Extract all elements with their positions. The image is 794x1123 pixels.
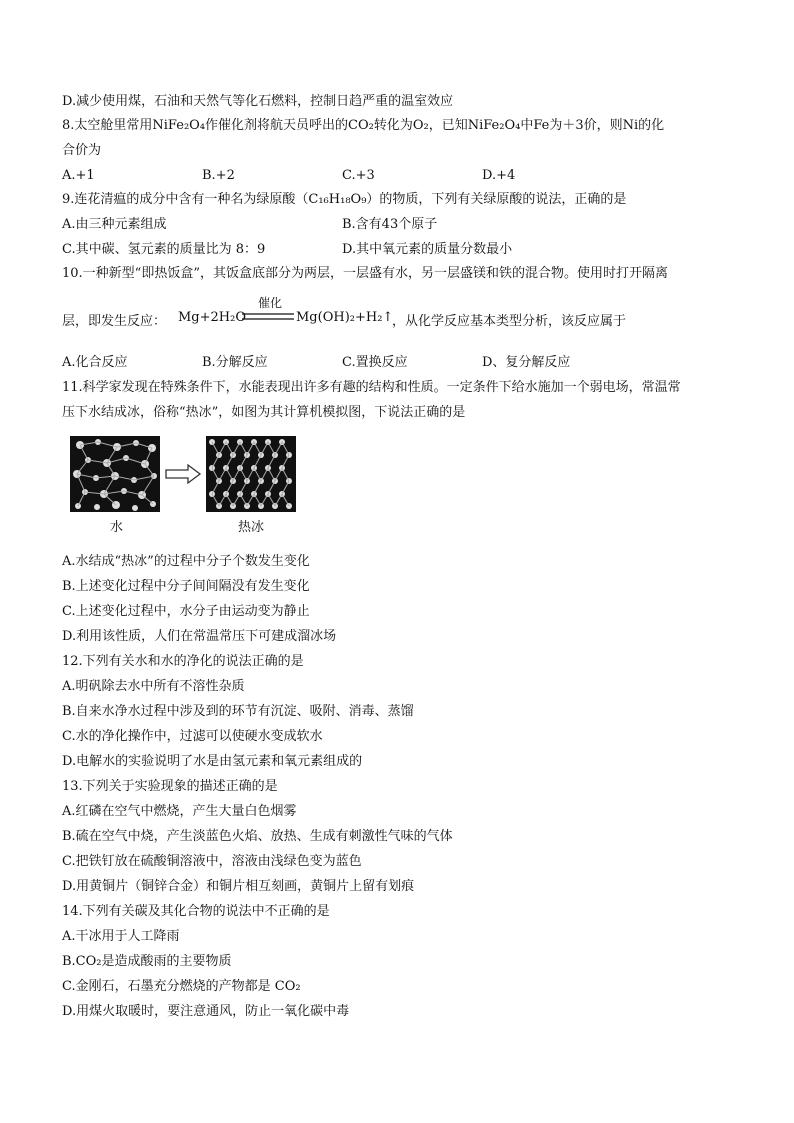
q12-option-a: A.明矾除去水中所有不溶性杂质 <box>62 679 245 694</box>
q11-option-a: A.水结成“热冰”的过程中分子个数发生变化 <box>62 554 310 569</box>
q9-option-c: C.其中碳、氢元素的质量比为 8：9 <box>62 242 266 257</box>
q9-option-a: A.由三种元素组成 <box>62 217 167 232</box>
hot-ice-label: 热冰 <box>238 520 265 535</box>
water-structure-image <box>70 436 160 512</box>
water-label: 水 <box>110 520 124 535</box>
hot-ice-simulation-figure <box>70 436 310 546</box>
q11-option-d: D.利用该性质，人们在常温常压下可建成溜冰场 <box>62 629 337 644</box>
q10-option-c: C.置换反应 <box>342 355 408 370</box>
q13-option-b: B.硫在空气中烧，产生淡蓝色火焰、放热、生成有刺激性气味的气体 <box>62 829 453 844</box>
q14-option-d: D.用煤火取暖时，要注意通风，防止一氧化碳中毒 <box>62 1004 350 1019</box>
q7-option-d: D.减少使用煤，石油和天然气等化石燃料，控制日趋严重的温室效应 <box>62 94 454 109</box>
q10-equation-line <box>62 294 762 334</box>
q10-option-a: A.化合反应 <box>62 355 128 370</box>
q8-option-b: B.+2 <box>202 168 235 183</box>
q8-option-c: C.+3 <box>342 168 375 183</box>
q14-option-a: A.干冰用于人工降雨 <box>62 929 180 944</box>
equation-condition: 催化 <box>258 296 283 310</box>
q8-stem-cont: 合价为 <box>62 143 102 158</box>
q13-option-d: D.用黄铜片（铜锌合金）和铜片相互刻画，黄铜片上留有划痕 <box>62 879 415 894</box>
q14-option-c: C.金刚石，石墨充分燃烧的产物都是 CO₂ <box>62 979 301 994</box>
equation-products: Mg(OH)₂+H₂↑ <box>296 310 394 325</box>
q12-stem: 12.下列有关水和水的净化的说法正确的是 <box>62 654 304 669</box>
q9-stem: 9.连花清瘟的成分中含有一种名为绿原酸（C₁₆H₁₈O₉）的物质，下列有关绿原酸的说法，正确的是 <box>62 192 627 207</box>
q11-stem-cont: 压下水结成冰，俗称“热冰”，如图为其计算机模拟图，下说法正确的是 <box>62 405 466 420</box>
q11-option-b: B.上述变化过程中分子间间隔没有发生变化 <box>62 579 310 594</box>
q11-option-c: C.上述变化过程中，水分子由运动变为静止 <box>62 604 310 619</box>
q12-option-b: B.自来水净水过程中涉及到的环节有沉淀、吸附、消毒、蒸馏 <box>62 704 414 719</box>
q10-option-d: D、复分解反应 <box>482 355 571 370</box>
transform-arrow-icon <box>164 462 202 486</box>
q9-option-d: D.其中氧元素的质量分数最小 <box>342 242 513 257</box>
q10-stem-prefix: 层，即发生反应： <box>62 314 167 329</box>
q8-option-d: D.+4 <box>482 168 516 183</box>
q10-stem-suffix: ，从化学反应基本类型分析，该反应属于 <box>392 314 627 329</box>
q13-option-a: A.红磷在空气中燃烧，产生大量白色烟雾 <box>62 804 297 819</box>
q12-option-d: D.电解水的实验说明了水是由氢元素和氧元素组成的 <box>62 754 363 769</box>
hot-ice-structure-image <box>206 436 296 512</box>
q8-option-a: A.+1 <box>62 168 95 183</box>
q13-stem: 13.下列关于实验现象的描述正确的是 <box>62 779 278 794</box>
q13-option-c: C.把铁钉放在硫酸铜溶液中，溶液由浅绿色变为蓝色 <box>62 854 362 869</box>
q14-stem: 14.下列有关碳及其化合物的说法中不正确的是 <box>62 904 330 919</box>
equation-equals-sign <box>242 312 294 322</box>
equation-reactants: Mg+2H₂O <box>178 310 247 325</box>
q12-option-c: C.水的净化操作中，过滤可以使硬水变成软水 <box>62 729 323 744</box>
q9-option-b: B.含有43个原子 <box>342 217 438 232</box>
q8-stem: 8.太空舱里常用NiFe₂O₄作催化剂将航天员呼出的CO₂转化为O₂，已知NiFe₂O₄中Fe为＋3价，则Ni的化 <box>62 118 665 133</box>
q11-stem: 11.科学家发现在特殊条件下，水能表现出许多有趣的结构和性质。一定条件下给水施加一个弱电场，常温常 <box>62 380 681 395</box>
q10-option-b: B.分解反应 <box>202 355 268 370</box>
q14-option-b: B.CO₂是造成酸雨的主要物质 <box>62 954 232 969</box>
q10-stem: 10.一种新型“即热饭盒”，其饭盒底部分为两层，一层盛有水，另一层盛镁和铁的混合物。使用时打开隔离 <box>62 266 668 281</box>
